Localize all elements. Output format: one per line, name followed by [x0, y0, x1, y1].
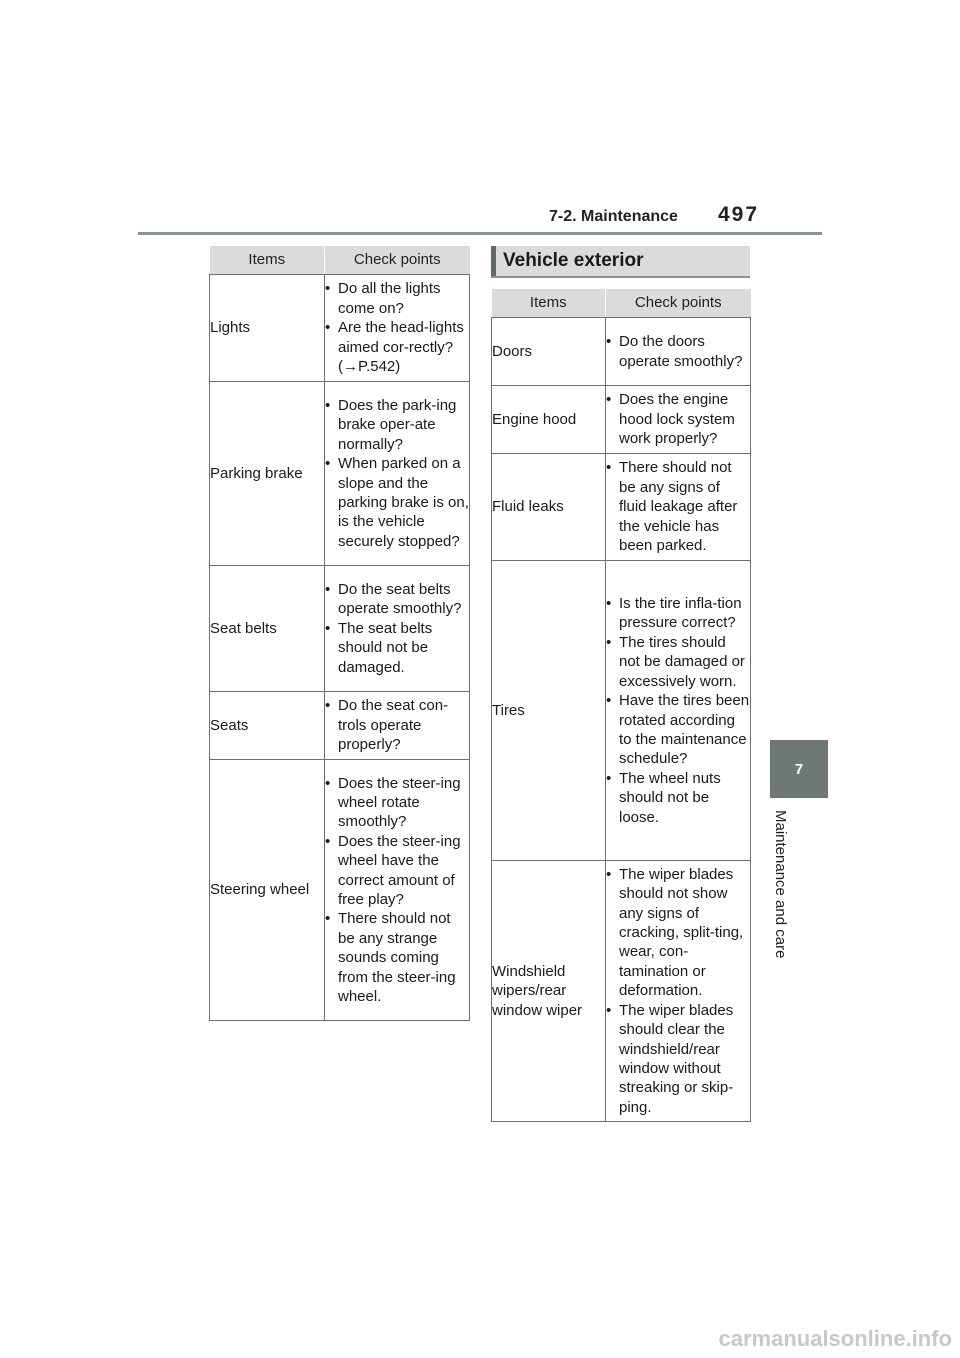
check-point: • Does the steer-ing wheel have the correct amount of free play?	[325, 832, 469, 910]
check-points-cell	[325, 566, 470, 692]
heading-accent-bar	[491, 246, 496, 276]
column-header-items: Items	[210, 246, 325, 275]
table-row	[210, 566, 470, 692]
check-point: • The tires should not be damaged or excessively worn.	[606, 633, 750, 691]
item-cell: Lights	[210, 275, 325, 382]
chapter-label: Maintenance and care	[772, 810, 789, 959]
chapter-tab[interactable]	[770, 740, 828, 798]
check-point: • The wiper blades should not show any signs of cracking, split-ting, wear, con-tamination or deformation.	[606, 865, 750, 1001]
check-points-cell	[606, 318, 751, 386]
item-cell: Parking brake	[210, 382, 325, 566]
table-row	[492, 561, 751, 861]
item-cell: Windshield wipers/rear window wiper	[492, 861, 606, 1122]
check-points-cell	[606, 561, 751, 861]
interior-check-table	[209, 246, 470, 1021]
check-point: • Does the engine hood lock system work properly?	[606, 390, 750, 448]
check-points-cell	[325, 382, 470, 566]
check-points-cell	[325, 275, 470, 382]
check-point: • When parked on a slope and the parking brake is on, is the vehicle securely stopped?	[325, 454, 469, 551]
item-cell: Fluid leaks	[492, 454, 606, 561]
check-points-cell	[325, 692, 470, 760]
table-header-row	[492, 289, 751, 318]
table-row	[492, 454, 751, 561]
column-header-check-points: Check points	[606, 289, 751, 318]
table-header-row	[210, 246, 470, 275]
check-point: • Does the park-ing brake oper-ate normally?	[325, 396, 469, 454]
check-point: • Do the seat con-trols operate properly?	[325, 696, 469, 754]
check-point: • The wiper blades should clear the windshield/rear window without streaking or skip-ping.	[606, 1001, 750, 1117]
check-point: • Are the head-lights aimed cor-rectly?(→P.542)	[325, 318, 469, 376]
table-row	[492, 318, 751, 386]
item-cell: Engine hood	[492, 386, 606, 454]
check-point: • There should not be any strange sounds coming from the steer-ing wheel.	[325, 909, 469, 1006]
item-cell: Tires	[492, 561, 606, 861]
check-point: • Have the tires been rotated according to the maintenance schedule?	[606, 691, 750, 769]
column-header-check-points: Check points	[325, 246, 470, 275]
table-row	[210, 382, 470, 566]
check-point: • Do all the lights come on?	[325, 279, 469, 318]
check-point: • The wheel nuts should not be loose.	[606, 769, 750, 827]
check-points-cell	[606, 454, 751, 561]
check-point: • Do the doors operate smoothly?	[606, 332, 750, 371]
check-point: • There should not be any signs of fluid leakage after the vehicle has been parked.	[606, 458, 750, 555]
item-cell: Seat belts	[210, 566, 325, 692]
exterior-check-table	[491, 289, 751, 1122]
table-row	[492, 386, 751, 454]
section-heading-vehicle-exterior	[491, 246, 750, 278]
item-cell: Steering wheel	[210, 760, 325, 1021]
chapter-number: 7	[794, 760, 804, 778]
check-points-cell	[606, 861, 751, 1122]
column-header-items: Items	[492, 289, 606, 318]
table-row	[210, 275, 470, 382]
page-number: 497	[718, 203, 760, 226]
check-points-cell	[606, 386, 751, 454]
watermark: carmanualsonline.info	[718, 1326, 952, 1351]
table-row	[210, 692, 470, 760]
check-point: • The seat belts should not be damaged.	[325, 619, 469, 677]
table-row	[492, 861, 751, 1122]
check-point: • Is the tire infla-tion pressure correct?	[606, 594, 750, 633]
section-heading-text: Vehicle exterior	[503, 250, 644, 271]
header-rule	[138, 232, 822, 235]
table-row	[210, 760, 470, 1021]
check-point: • Does the steer-ing wheel rotate smoothly?	[325, 774, 469, 832]
section-title: 7-2. Maintenance	[549, 208, 678, 225]
check-point: • Do the seat belts operate smoothly?	[325, 580, 469, 619]
check-points-cell	[325, 760, 470, 1021]
item-cell: Seats	[210, 692, 325, 760]
item-cell: Doors	[492, 318, 606, 386]
